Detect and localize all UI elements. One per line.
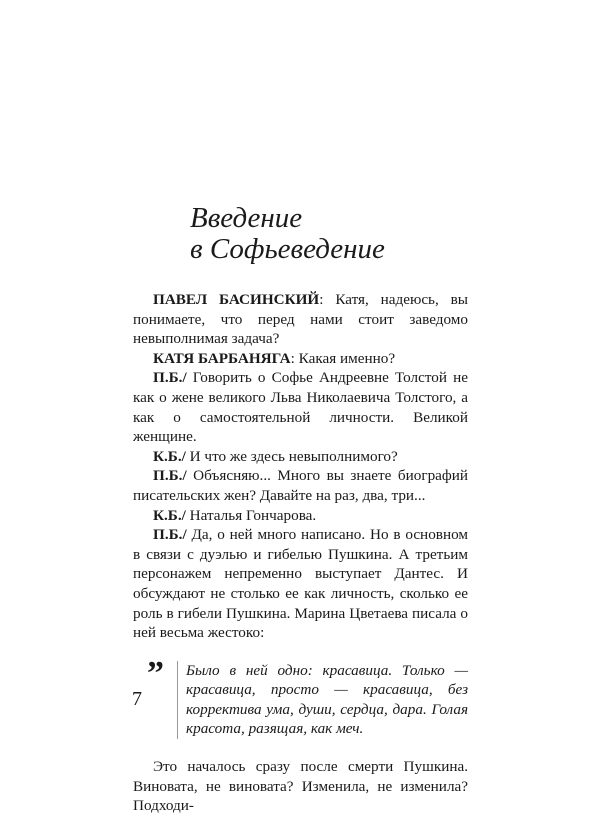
dialogue-line xyxy=(133,368,468,446)
speaker-name: П.Б./ xyxy=(153,467,187,485)
page-body xyxy=(133,290,468,816)
dialogue-text: И что же здесь невыполнимого? xyxy=(189,447,398,465)
chapter-title-line-2: в Софьеведение xyxy=(190,233,385,265)
dialogue-line: КАТЯ БАРБАНЯГА: Какая именно? xyxy=(153,349,396,367)
dialogue-text: Да, о ней много написано. Но в основном в связи с дуэлью и гибелью Пушкина. А третьим персонажем непременно выступает Дантес. И обсуждают не столько ее как личность, сколько ее роль в гибели Пушкина. Марина Цветаева писала о ней весьма жестоко: xyxy=(133,526,468,642)
quote-text: Было в ней одно: красавица. Только — красавица, просто — красавица, без корректива ума, души, сердца, дара. Голая красота, разящая, как меч. xyxy=(177,661,468,739)
block-quote xyxy=(133,654,468,739)
dialogue-text: Какая именно? xyxy=(298,349,396,367)
dialogue-line: ПАВЕЛ БАСИНСКИЙ: Катя, надеюсь, вы понимаете, что перед нами стоит заведомо невыполнимая задача? xyxy=(133,291,468,348)
dialogue-text: Катя, надеюсь, вы понимаете, что перед нами стоит заведомо невыполнимая задача? xyxy=(133,291,468,348)
speaker-name: К.Б./ xyxy=(153,506,186,524)
quote-mark-icon: ” xyxy=(147,654,164,692)
dialogue-line xyxy=(133,447,468,467)
chapter-title xyxy=(190,203,385,265)
dialogue-line xyxy=(133,506,468,526)
speaker-name: ПАВЕЛ БАСИНСКИЙ xyxy=(153,291,320,308)
paragraph: Это началось сразу после смерти Пушкина. Виновата, не виновата? Изменила, не изменила? Подходи- xyxy=(133,758,468,815)
dialogue-line xyxy=(133,525,468,643)
speaker-name: КАТЯ БАРБАНЯГА xyxy=(153,349,291,367)
chapter-title-line-1: Введение xyxy=(190,202,303,234)
dialogue-text: Наталья Гончарова. xyxy=(189,506,317,524)
speaker-name: П.Б./ xyxy=(153,369,187,387)
dialogue-text: Говорить о Софье Андреевне Толстой не как о жене великого Льва Николаевича Толстого, а как о самостоятельной личности. Великой женщине. xyxy=(133,369,469,446)
page-number: 7 xyxy=(132,688,142,710)
dialogue-line xyxy=(133,466,468,505)
speaker-name: П.Б./ xyxy=(153,526,187,544)
dialogue-text: Объясняю... Много вы знаете биографий писательских жен? Давайте на раз, два, три... xyxy=(133,467,469,504)
speaker-name: К.Б./ xyxy=(153,447,186,465)
